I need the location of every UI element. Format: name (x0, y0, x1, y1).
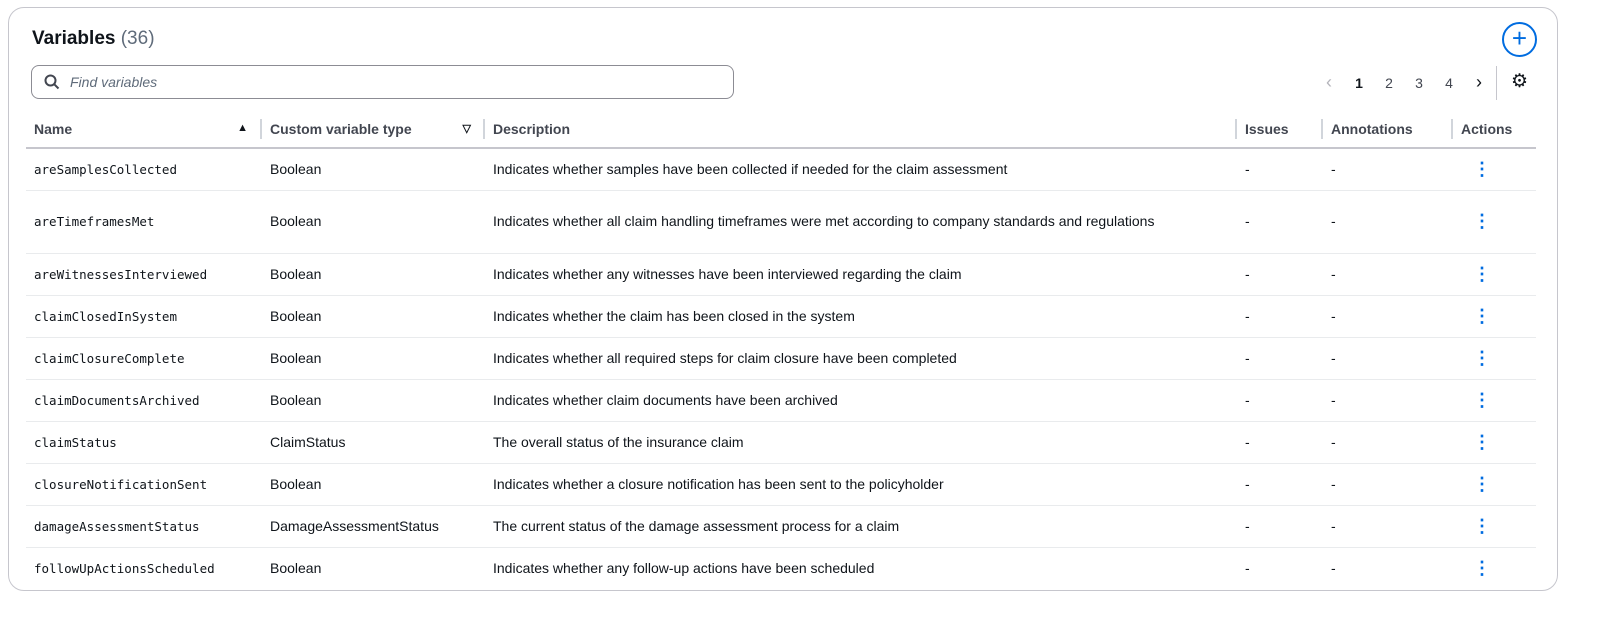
search-icon (44, 74, 60, 90)
variable-annotations: - (1331, 559, 1336, 576)
pagination (1314, 72, 1494, 93)
variable-description: Indicates whether any witnesses have been interviewed regarding the claim (485, 253, 1237, 295)
more-actions-icon[interactable]: ⋮ (1453, 337, 1536, 379)
variable-name[interactable]: followUpActionsScheduled (34, 560, 215, 576)
variable-description: Indicates whether claim documents have been archived (485, 379, 1237, 421)
table-row (26, 421, 1536, 463)
variable-issues: - (1237, 253, 1323, 295)
variable-type: Boolean (262, 463, 485, 505)
more-actions-icon[interactable]: ⋮ (1473, 557, 1491, 578)
variable-description: Indicates whether a closure notification has been sent to the policyholder (485, 463, 1237, 505)
variable-annotations: - (1323, 463, 1453, 505)
variable-type: Boolean (262, 379, 485, 421)
variable-type: Boolean (262, 295, 485, 337)
variable-name[interactable]: areSamplesCollected (26, 148, 262, 190)
variables-table (26, 110, 1536, 589)
variable-annotations: - (1323, 148, 1453, 190)
settings-gear-icon[interactable]: ⚙ (1511, 71, 1529, 92)
variable-issues: - (1237, 421, 1323, 463)
variable-name[interactable]: claimClosureComplete (26, 337, 262, 379)
variable-annotations: - (1323, 337, 1453, 379)
more-actions-icon[interactable]: ⋮ (1453, 421, 1536, 463)
table-row (26, 379, 1536, 421)
variable-issues: - (1237, 148, 1323, 190)
column-header-description[interactable]: Description (485, 110, 1237, 148)
next-page-button[interactable]: › (1476, 72, 1482, 92)
variable-type: DamageAssessmentStatus (262, 505, 485, 547)
variable-description: Indicates whether samples have been collected if needed for the claim assessment (485, 148, 1237, 190)
page-3[interactable]: 3 (1415, 74, 1423, 91)
variable-name[interactable]: claimClosedInSystem (26, 295, 262, 337)
variable-description: Indicates whether any follow-up actions have been scheduled (493, 559, 875, 576)
variable-issues: - (1245, 559, 1250, 576)
sort-icon: ▽ (462, 123, 471, 135)
more-actions-icon[interactable]: ⋮ (1453, 253, 1536, 295)
variables-panel (8, 7, 1558, 591)
add-variable-button[interactable]: + (1502, 22, 1537, 57)
variable-issues: - (1237, 505, 1323, 547)
more-actions-icon[interactable]: ⋮ (1453, 505, 1536, 547)
variable-annotations: - (1323, 253, 1453, 295)
variable-type: Boolean (262, 190, 485, 253)
table-row (26, 505, 1536, 547)
search-box[interactable] (31, 65, 734, 99)
column-header-annotations[interactable]: Annotations (1323, 110, 1453, 148)
column-header-name[interactable]: Name ▲ (26, 110, 262, 148)
variable-issues: - (1237, 190, 1323, 253)
more-actions-icon[interactable]: ⋮ (1453, 190, 1536, 253)
variable-name[interactable]: claimStatus (26, 421, 262, 463)
variable-annotations: - (1323, 379, 1453, 421)
variable-issues: - (1237, 337, 1323, 379)
variable-issues: - (1237, 379, 1323, 421)
variable-name[interactable]: damageAssessmentStatus (26, 505, 262, 547)
more-actions-icon[interactable]: ⋮ (1453, 295, 1536, 337)
variable-type: Boolean (262, 253, 485, 295)
panel-title (32, 28, 155, 50)
variable-annotations: - (1323, 190, 1453, 253)
table-row (26, 190, 1536, 253)
more-actions-icon[interactable]: ⋮ (1453, 463, 1536, 505)
sort-ascending-icon: ▲ (237, 122, 248, 134)
column-header-type[interactable]: Custom variable type ▽ (262, 110, 485, 148)
variable-description: Indicates whether the claim has been closed in the system (485, 295, 1237, 337)
divider (1496, 66, 1497, 100)
variable-type: ClaimStatus (262, 421, 485, 463)
more-actions-icon[interactable]: ⋮ (1453, 148, 1536, 190)
table-row (26, 547, 1536, 589)
page-2[interactable]: 2 (1385, 74, 1393, 91)
page-4[interactable]: 4 (1445, 74, 1453, 91)
variable-name[interactable]: areWitnessesInterviewed (26, 253, 262, 295)
variable-type: Boolean (270, 559, 322, 576)
table-row (26, 337, 1536, 379)
prev-page-button[interactable]: ‹ (1326, 72, 1332, 92)
table-row (26, 295, 1536, 337)
variable-name[interactable]: closureNotificationSent (26, 463, 262, 505)
variable-description: Indicates whether all required steps for claim closure have been completed (485, 337, 1237, 379)
column-header-actions: Actions (1453, 110, 1536, 148)
search-input[interactable] (70, 74, 670, 90)
variable-annotations: - (1323, 505, 1453, 547)
variable-description: The overall status of the insurance claim (485, 421, 1237, 463)
page-1[interactable]: 1 (1355, 74, 1363, 91)
variable-description: The current status of the damage assessment process for a claim (485, 505, 1237, 547)
variable-issues: - (1237, 463, 1323, 505)
variable-name[interactable]: claimDocumentsArchived (26, 379, 262, 421)
variable-annotations: - (1323, 421, 1453, 463)
table-row (26, 148, 1536, 190)
variable-description: Indicates whether all claim handling timeframes were met according to company standards and regulations (485, 190, 1237, 253)
more-actions-icon[interactable]: ⋮ (1453, 379, 1536, 421)
title-text: Variables (32, 28, 116, 49)
column-header-issues[interactable]: Issues (1237, 110, 1323, 148)
table-row (26, 463, 1536, 505)
table-row (26, 253, 1536, 295)
variable-annotations: - (1323, 295, 1453, 337)
variable-type: Boolean (262, 148, 485, 190)
variable-name[interactable]: areTimeframesMet (26, 190, 262, 253)
variable-issues: - (1237, 295, 1323, 337)
variable-type: Boolean (262, 337, 485, 379)
variable-count: (36) (120, 28, 155, 49)
